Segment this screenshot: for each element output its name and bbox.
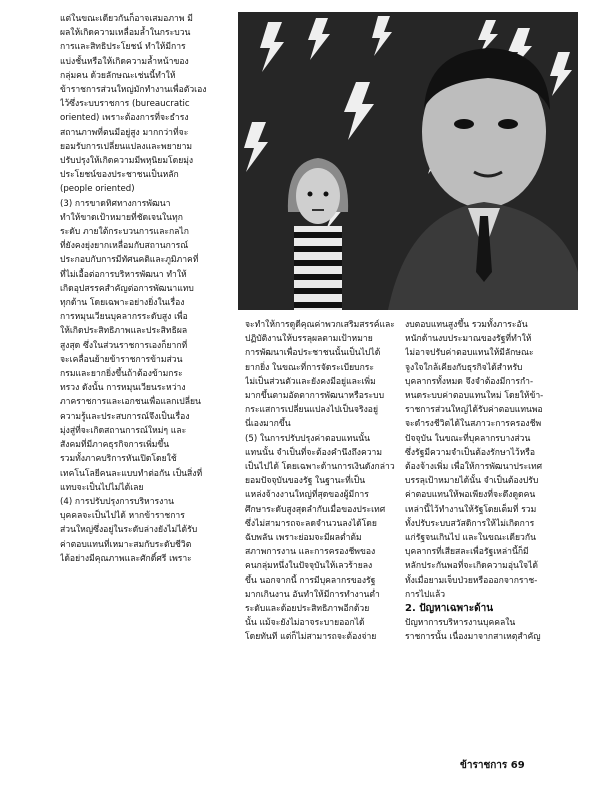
text-line: หนักด้านงบประมาณของรัฐที่ทำให้ — [405, 334, 532, 345]
section-heading: 2. ปัญหาเฉพาะด้าน — [405, 603, 494, 615]
column-3-after-heading — [405, 616, 565, 644]
text-line: ปัจจุบัน ในขณะที่บุคลากรบางส่วน — [405, 433, 531, 444]
text-line: ทั้งเมื่อยามเจ็บป่วยหรือออกจากราช- — [405, 575, 538, 586]
text-line: ค่าตอบแทนที่เหมาะสมกับระดับชีวิต — [60, 539, 192, 550]
text-line: (3) การขาดทิศทางการพัฒนา — [60, 198, 171, 209]
text-line: ได้อย่างมีคุณภาพและศักดิ์ศรี เพราะ — [60, 553, 192, 564]
text-line: โดยทันที แต่ก็ไม่สามารถจะต้องจ่าย — [245, 632, 377, 643]
text-line: ที่ไม่เอื้อต่อการบริหารพัฒนา ทำให้ — [60, 269, 187, 280]
text-line: เหล่านี้ไว้ทำงานให้รัฐโดยเต็มที่ รวม — [405, 504, 537, 515]
text-line: จะดำรงชีวิตได้ในสภาวะการครองชีพ — [405, 419, 542, 430]
text-line: ยากยิ่ง ในขณะที่การจัดระเบียบกระ — [245, 362, 375, 373]
text-line: การไปแล้ว — [405, 589, 446, 600]
text-column-2 — [245, 318, 395, 645]
text-line: รวมทั้งภาคบริการหันเปิดโดยใช้ — [60, 454, 177, 465]
text-line: จะทำให้การดูดีคุณค่าพวกเสริมสรรค์และ — [245, 320, 395, 330]
text-line: (5) ในการปรับปรุงค่าตอบแทนนั้น — [245, 433, 371, 444]
text-line: ทรวง ดังนั้น การหมุนเวียนระหว่าง — [60, 383, 186, 394]
text-line: ทั้งปรับระบบสวัสดิการให้ไม่เกิดการ — [405, 518, 535, 529]
text-line: แทบจะเป็นไปไม่ได้เลย — [60, 482, 144, 493]
text-line: บรรลุเป้าหมายได้นั้น จำเป็นต้องปรับ — [405, 476, 539, 487]
text-line: แหล่งจ้างงานใหญ่ที่สุดของผู้มีการ — [245, 490, 369, 501]
text-line: งบตอบแทนสูงขึ้น รวมทั้งภาระอัน — [405, 320, 528, 330]
text-line: ศึกษาระดับสูงสุดลำกับเมื่อของประเทศ — [245, 504, 386, 515]
text-line: ที่ยังคงยุ่งยากเหลื่อมกับสถานการณ์ — [60, 241, 189, 252]
text-line: ยอมรับการเปลี่ยนแปลงและพยายาม — [60, 141, 193, 152]
text-line: สังคมที่มีภาคธุรกิจการเพิ่มขึ้น — [60, 440, 170, 451]
text-line: หลักประกันพอที่จะเกิดความอุ่นใจได้ — [405, 561, 538, 572]
text-line: ซึ่งรัฐมีความจำเป็นต้องรักษาไว้หรือ — [405, 447, 536, 458]
text-line: ประโยชน์ของประชาชนเป็นหลัก — [60, 170, 179, 181]
text-line: ปัญหาการบริหารงานบุคคลใน — [405, 618, 516, 629]
text-line: ขึ้น นอกจากนี้ การมีบุคลากรของรัฐ — [245, 575, 376, 586]
illustration-art — [238, 12, 578, 310]
text-line: ปรับปรุงให้เกิดความมีพหุนิยมโดยมุ่ง — [60, 156, 194, 167]
text-line: ไม่อาจปรับค่าตอบแทนให้มีลักษณะ — [405, 348, 534, 359]
text-line: ประกอบกับการมีทัศนคติและภูมิภาคที่ — [60, 255, 199, 266]
text-line: จะเคลื่อนย้ายข้าราชการข้ามส่วน — [60, 354, 183, 365]
text-line: ภาคราชการและเอกชนเพื่อแลกเปลี่ยน — [60, 397, 201, 408]
text-line: มุ่งสู่ที่จะเกิดสถานการณ์ใหม่ๆ และ — [60, 425, 187, 436]
text-line: ปฏิบัติงานให้บรรลุผลตามเป้าหมาย — [245, 334, 373, 345]
text-line: กระแสการเปลี่ยนแปลงไปเป็นจริงอยู่ — [245, 405, 378, 416]
text-line: (4) การปรับปรุงการบริหารงาน — [60, 496, 175, 507]
text-line: ฉับพลัน เพราะย่อมจะมีผลต่ำต้ม — [245, 533, 362, 544]
text-line: แต่ในขณะเดียวกันก็อาจเสมอภาพ มี — [60, 14, 193, 24]
column-3-body — [405, 318, 565, 602]
text-line: นี่เองมากขึ้น — [245, 419, 291, 430]
text-line: เทคโนโลยีคนละแบบทำต่อกัน เป็นสิ่งที่ — [60, 468, 203, 479]
text-line: เกิดอุปสรรคสำคัญต่อการพัฒนาแทบ — [60, 283, 194, 294]
text-line: การหมุนเวียนบุคลากรระดับสูง เพื่อ — [60, 312, 188, 323]
page-footer: ข้าราชการ 69 — [460, 760, 525, 771]
text-line: บุคลากรที่เสียสละเพื่อรัฐเหล่านี้ก็มี — [405, 547, 529, 558]
text-line: มากเกินงาน อันทำให้มีการทำงานต่ำ — [245, 589, 380, 600]
text-line: ราชการส่วนใหญ่ได้รับค่าตอบแทนพอ — [405, 405, 543, 416]
text-line: นั้น แม้จะยังไม่อาจระบายออกได้ — [245, 618, 365, 629]
text-line: ไว้ซึ่งระบบราชการ (bureaucratic — [60, 99, 190, 110]
text-line: กลุ่มคน ด้วยลักษณะเช่นนี้ทำให้ — [60, 70, 176, 81]
text-line: เป็นไปได้ โดยเฉพาะด้านการเงินดังกล่าว — [245, 462, 395, 473]
text-line: บุคคลจะเป็นไปได้ หากข้าราชการ — [60, 511, 185, 522]
girl-figure — [288, 158, 348, 310]
text-line: การพัฒนาเพื่อประชาชนนั้นเป็นไปได้ — [245, 348, 381, 359]
text-line: (people oriented) — [60, 184, 135, 195]
text-line: ส่วนใหญ่ซึ่งอยู่ในระดับล่างยังไม่ได้รับ — [60, 525, 198, 536]
text-line: การและสิทธิประโยชน์ ทำให้มีการ — [60, 42, 186, 53]
text-line: กรมและยากยิ่งขึ้นถ้าต้องข้ามกระ — [60, 369, 183, 380]
text-line: สภาพการงาน และการครองชีพของ — [245, 547, 376, 558]
text-line: ราชการนั้น เนื่องมาจากสาเหตุสำคัญ — [405, 632, 541, 643]
text-line: ความรู้และประสบการณ์จึงเป็นเรื่อง — [60, 411, 190, 422]
text-line: ซึ่งไม่สามารถจะลดจำนวนลงได้โดย — [245, 518, 377, 529]
illustration — [238, 12, 578, 310]
text-line: จูงใจใกล้เคียงกับธุรกิจได้สำหรับ — [405, 362, 523, 373]
text-line: คนกลุ่มหนึ่งในปัจจุบันให้เลวร้ายลง — [245, 561, 373, 572]
text-line: ค่าตอบแทนให้พอเพียงที่จะดึงดูดคน — [405, 490, 536, 501]
text-line: แบ่งชั้นหรือให้เกิดความล้ำหน้าของ — [60, 56, 189, 67]
text-line: หนดระบบค่าตอบแทนใหม่ โดยให้ข้า- — [405, 391, 544, 402]
text-line: ทุกด้าน โดยเฉพาะอย่างยิ่งในเรื่อง — [60, 298, 185, 309]
text-line: ให้เกิดประสิทธิภาพและประสิทธิผล — [60, 326, 188, 337]
text-line: ข้าราชการส่วนใหญ่มักทำงานเพื่อตัวเอง — [60, 85, 207, 96]
text-line: ไม่เป็นส่วนตัวและยังคงมีอยู่และเพิ่ม — [245, 376, 376, 387]
text-line: สูงสุด ซึ่งในส่วนราชการเองก็ยากที่ — [60, 340, 188, 351]
text-line: ยอมปัจจุบันของรัฐ ในฐานะที่เป็น — [245, 476, 366, 487]
text-line: ต้องจ้างเพิ่ม เพื่อให้การพัฒนาประเทศ — [405, 462, 543, 473]
text-line: มากขึ้นตามอัตตาการพัฒนาหรือระบบ — [245, 391, 385, 402]
text-line: บุคลากรทั้งหมด จึงจำต้องมีการกำ- — [405, 376, 534, 387]
text-line: ทำให้ขาดเป้าหมายที่ชัดเจนในทุก — [60, 212, 183, 223]
text-column-1 — [60, 12, 230, 566]
text-column-3 — [405, 318, 565, 645]
text-line: ระดับและด้อยประสิทธิภาพอีกด้วย — [245, 604, 370, 615]
text-line: แทนนั้น จำเป็นที่จะต้องคำนึงถึงความ — [245, 447, 383, 458]
text-line: แก่รัฐจนเกินไป และในขณะเดียวกัน — [405, 533, 536, 544]
text-line: ผลให้เกิดความเหลื่อมล้ำในกระบวน — [60, 28, 191, 39]
text-line: ระดับ ภายใต้กระบวนการและกลไก — [60, 227, 189, 238]
text-line: สถานภาพที่ตนมีอยู่สูง มากกว่าที่จะ — [60, 127, 189, 138]
text-line: oriented) เพราะต้องการที่จะธำรง — [60, 113, 189, 124]
